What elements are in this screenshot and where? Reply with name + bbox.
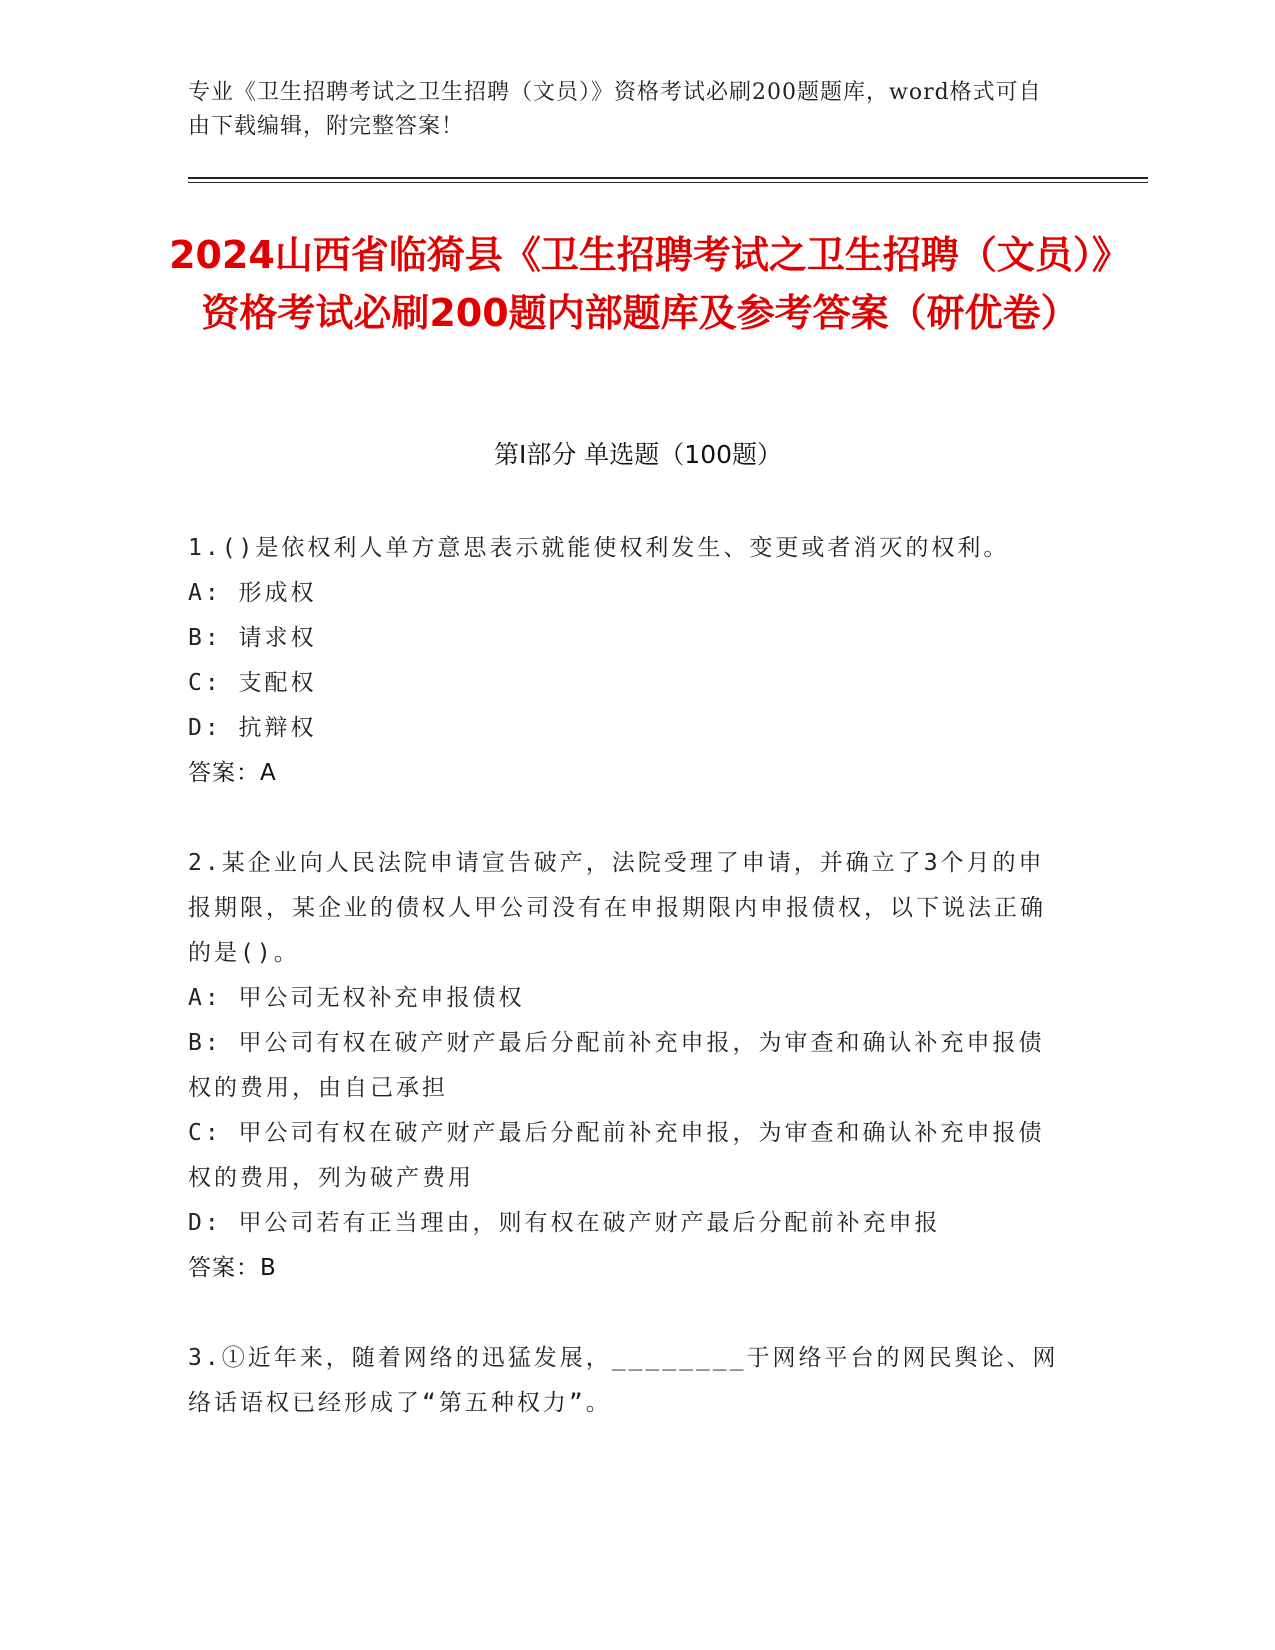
question-1 bbox=[188, 526, 1068, 796]
question-stem: 2.某企业向人民法院申请宣告破产，法院受理了申请，并确立了3个月的申报期限，某企业的债权人甲公司没有在申报期限内申报债权，以下说法正确的是()。 bbox=[188, 850, 1046, 966]
answer: 答案：A bbox=[188, 760, 277, 786]
question-list bbox=[188, 526, 1068, 1471]
question-stem: 1.()是依权利人单方意思表示就能使权利发生、变更或者消灭的权利。 bbox=[188, 535, 1010, 561]
document-title: 2024山西省临猗县《卫生招聘考试之卫生招聘（文员）》资格考试必刷200题内部题库及参考答案（研优卷） bbox=[169, 233, 1111, 335]
option-d: D: 甲公司若有正当理由，则有权在破产财产最后分配前补充申报 bbox=[188, 1210, 941, 1236]
question-2 bbox=[188, 841, 1068, 1291]
header-divider-thin bbox=[188, 182, 1148, 183]
option-a: A: 甲公司无权补充申报债权 bbox=[188, 985, 525, 1011]
question-stem: 3.①近年来，随着网络的迅猛发展，________于网络平台的网民舆论、网络话语权已经形成了“第五种权力”。 bbox=[188, 1345, 1059, 1416]
option-c: C: 甲公司有权在破产财产最后分配前补充申报，为审查和确认补充申报债权的费用，列为破产费用 bbox=[188, 1120, 1045, 1191]
option-b: B: 请求权 bbox=[188, 625, 317, 651]
answer: 答案：B bbox=[188, 1255, 277, 1281]
option-b: B: 甲公司有权在破产财产最后分配前补充申报，为审查和确认补充申报债权的费用，由自己承担 bbox=[188, 1030, 1045, 1101]
question-3 bbox=[188, 1336, 1068, 1426]
option-d: D: 抗辩权 bbox=[188, 715, 317, 741]
option-a: A: 形成权 bbox=[188, 580, 317, 606]
header-note: 专业《卫生招聘考试之卫生招聘（文员）》资格考试必刷200题题库，word格式可自由下载编辑，附完整答案！ bbox=[188, 80, 1042, 139]
section-title: 第Ⅰ部分 单选题（100题） bbox=[493, 440, 783, 469]
option-c: C: 支配权 bbox=[188, 670, 317, 696]
header-divider-thick bbox=[188, 177, 1148, 179]
